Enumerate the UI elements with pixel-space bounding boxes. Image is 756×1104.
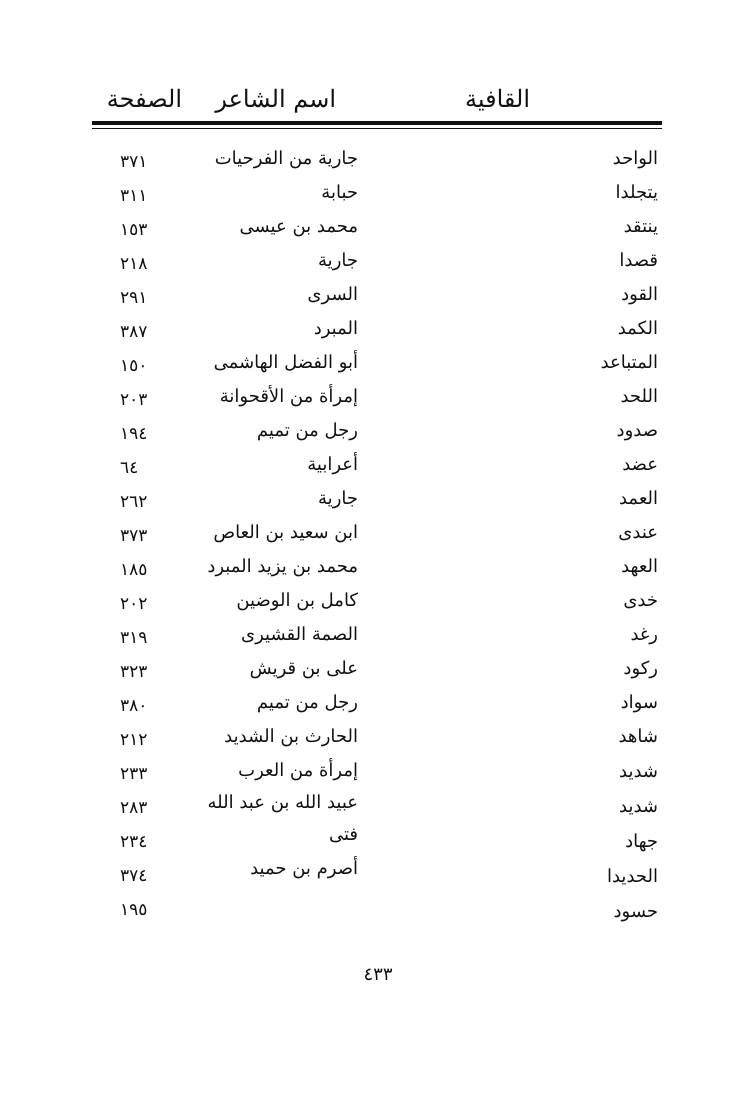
poet-item: جارية	[318, 250, 358, 271]
header-rule-thick	[92, 121, 662, 125]
poet-item: على بن قريش	[249, 658, 358, 679]
header-rule-thin	[92, 128, 662, 129]
rhyme-item: الكمد	[617, 318, 658, 339]
rhyme-item: قصدا	[619, 250, 658, 271]
poet-item: جارية	[318, 488, 358, 509]
page-number-item: ٦٤	[120, 458, 139, 478]
page-number-item: ٢٩١	[120, 288, 148, 308]
header-poet-name: اسم الشاعر	[215, 85, 336, 113]
page-number-item: ٢٣٤	[120, 832, 148, 852]
header-qafiya: القافية	[464, 85, 530, 113]
page-number-item: ٢٠٢	[120, 594, 148, 614]
rhyme-item: حسود	[613, 901, 658, 922]
page-number-item: ١٥٠	[120, 356, 148, 376]
rhyme-item: شاهد	[618, 726, 658, 747]
rhyme-item: شديد	[619, 761, 658, 782]
rhyme-item: عندى	[618, 522, 658, 543]
poet-item: جارية من الفرحيات	[214, 148, 358, 169]
rhyme-item: جهاد	[625, 831, 658, 852]
page-number-item: ٣٧٤	[120, 866, 148, 886]
page-number-column	[120, 145, 147, 927]
rhyme-item: المتباعد	[600, 352, 658, 373]
rhyme-item: رغد	[630, 624, 658, 645]
rhyme-column	[601, 142, 658, 929]
poet-item: فتى	[328, 824, 358, 845]
poet-item: إمرأة من العرب	[238, 760, 358, 781]
rhyme-item: العمد	[618, 488, 658, 509]
rhyme-item: اللحد	[620, 386, 658, 407]
page-number-item: ٢١٢	[120, 730, 148, 750]
poet-item: عبيد الله بن عبد الله	[207, 792, 358, 813]
page-number-item: ١٥٣	[120, 220, 148, 240]
poet-item: الصمة القشيرى	[241, 624, 358, 645]
rhyme-item: سواد	[620, 692, 658, 713]
poet-item: الحارث بن الشديد	[224, 726, 358, 747]
page-number-item: ٣٨٧	[120, 322, 148, 342]
poet-item: المبرد	[313, 318, 358, 339]
poet-item: حبابة	[321, 182, 358, 203]
page-number-item: ٣٧١	[120, 152, 148, 172]
rhyme-item: خدى	[623, 590, 658, 611]
page-number-item: ١٩٥	[120, 900, 148, 920]
poet-item: محمد بن عيسى	[239, 216, 358, 237]
page-number-item: ٢٠٣	[120, 390, 148, 410]
poet-item: إمرأة من الأقحوانة	[219, 386, 358, 407]
rhyme-item: صدود	[616, 420, 658, 441]
rhyme-item: العهد	[621, 556, 658, 577]
poet-item: السرى	[307, 284, 358, 305]
page-number-item: ٢٦٢	[120, 492, 148, 512]
rhyme-item: عضد	[622, 454, 658, 475]
poet-item: كامل بن الوضين	[236, 590, 358, 611]
rhyme-item: الحديدا	[606, 866, 658, 887]
page-number-item: ٣٧٣	[120, 526, 148, 546]
page-number-item: ٢٣٣	[120, 764, 148, 784]
page-number-item: ١٨٥	[120, 560, 148, 580]
poet-item: محمد بن يزيد المبرد	[207, 556, 358, 577]
page-number-item: ٣٨٠	[120, 696, 148, 716]
poet-item: أعرابية	[307, 454, 358, 475]
header-page-number: الصفحة	[106, 85, 182, 113]
poet-item: ابن سعيد بن العاص	[213, 522, 358, 543]
rhyme-item: ينتقد	[623, 216, 658, 237]
page-number-item: ٢١٨	[120, 254, 148, 274]
poet-item: رجل من تميم	[256, 420, 358, 441]
rhyme-item: الواحد	[612, 148, 658, 169]
folio-page-number: ٤٣٣	[363, 964, 393, 985]
page-number-item: ٣١١	[120, 186, 148, 206]
poet-item: أصرم بن حميد	[250, 858, 358, 879]
poet-item: أبو الفضل الهاشمى	[213, 352, 358, 373]
page-number-item: ٣٢٣	[120, 662, 148, 682]
poet-column	[207, 142, 358, 886]
poet-item: رجل من تميم	[256, 692, 358, 713]
page-number-item: ١٩٤	[120, 424, 148, 444]
rhyme-item: شديد	[619, 796, 658, 817]
rhyme-item: يتجلدا	[615, 182, 658, 203]
rhyme-item: ركود	[623, 658, 658, 679]
page-number-item: ٢٨٣	[120, 798, 148, 818]
page-number-item: ٣١٩	[120, 628, 148, 648]
rhyme-item: القود	[621, 284, 658, 305]
